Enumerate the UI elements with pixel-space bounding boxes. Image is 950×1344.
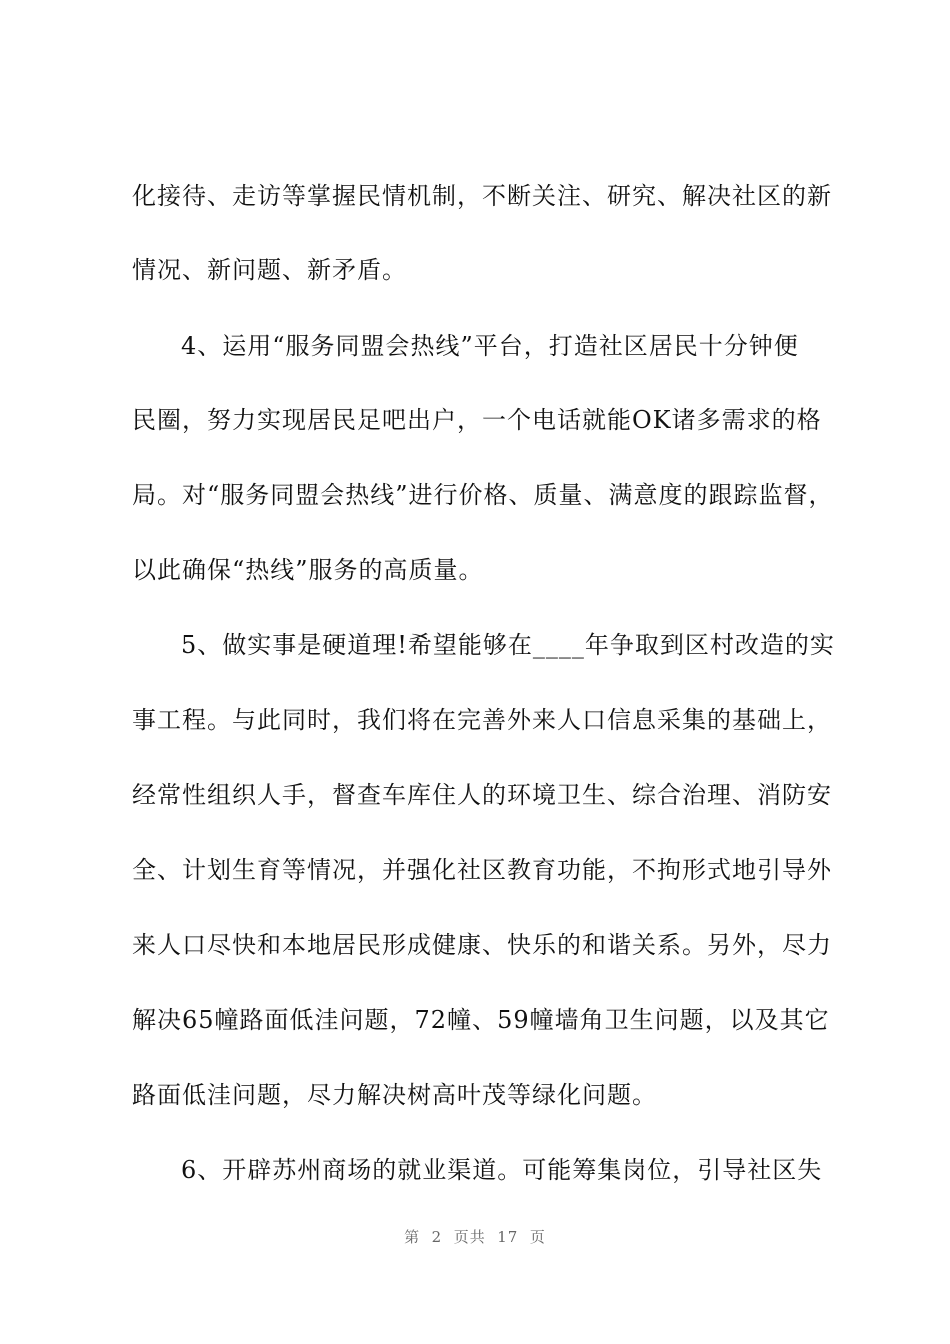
paragraph-first-line: 5、做实事是硬道理!希望能够在____年争取到区村改造的实: [181, 631, 835, 659]
body-line: 情况、新问题、新矛盾。: [132, 256, 407, 284]
body-line: 经常性组织人手，督查车库住人的环境卫生、综合治理、消防安: [132, 781, 832, 809]
body-line: 路面低洼问题，尽力解决树高叶茂等绿化问题。: [132, 1081, 657, 1109]
body-line: 全、计划生育等情况，并强化社区教育功能，不拘形式地引导外: [132, 856, 832, 884]
body-line: 局。对“服务同盟会热线”进行价格、质量、满意度的跟踪监督，: [132, 481, 834, 509]
page-number-footer: 第 2 页共 17 页: [404, 1228, 546, 1246]
body-line: 事工程。与此同时，我们将在完善外来人口信息采集的基础上，: [132, 706, 832, 734]
body-line: 以此确保“热线”服务的高质量。: [132, 556, 484, 584]
body-line: 化接待、走访等掌握民情机制，不断关注、研究、解决社区的新: [132, 182, 832, 210]
body-line: 民圈，努力实现居民足吧出户，一个电话就能OK诸多需求的格: [132, 406, 822, 434]
paragraph-first-line: 4、运用“服务同盟会热线”平台，打造社区居民十分钟便: [181, 332, 799, 360]
body-line: 来人口尽快和本地居民形成健康、快乐的和谐关系。另外，尽力: [132, 931, 832, 959]
paragraph-first-line: 6、开辟苏州商场的就业渠道。可能筹集岗位，引导社区失: [181, 1156, 823, 1184]
body-line: 解决65幢路面低洼问题，72幢、59幢墙角卫生问题，以及其它: [132, 1006, 830, 1034]
